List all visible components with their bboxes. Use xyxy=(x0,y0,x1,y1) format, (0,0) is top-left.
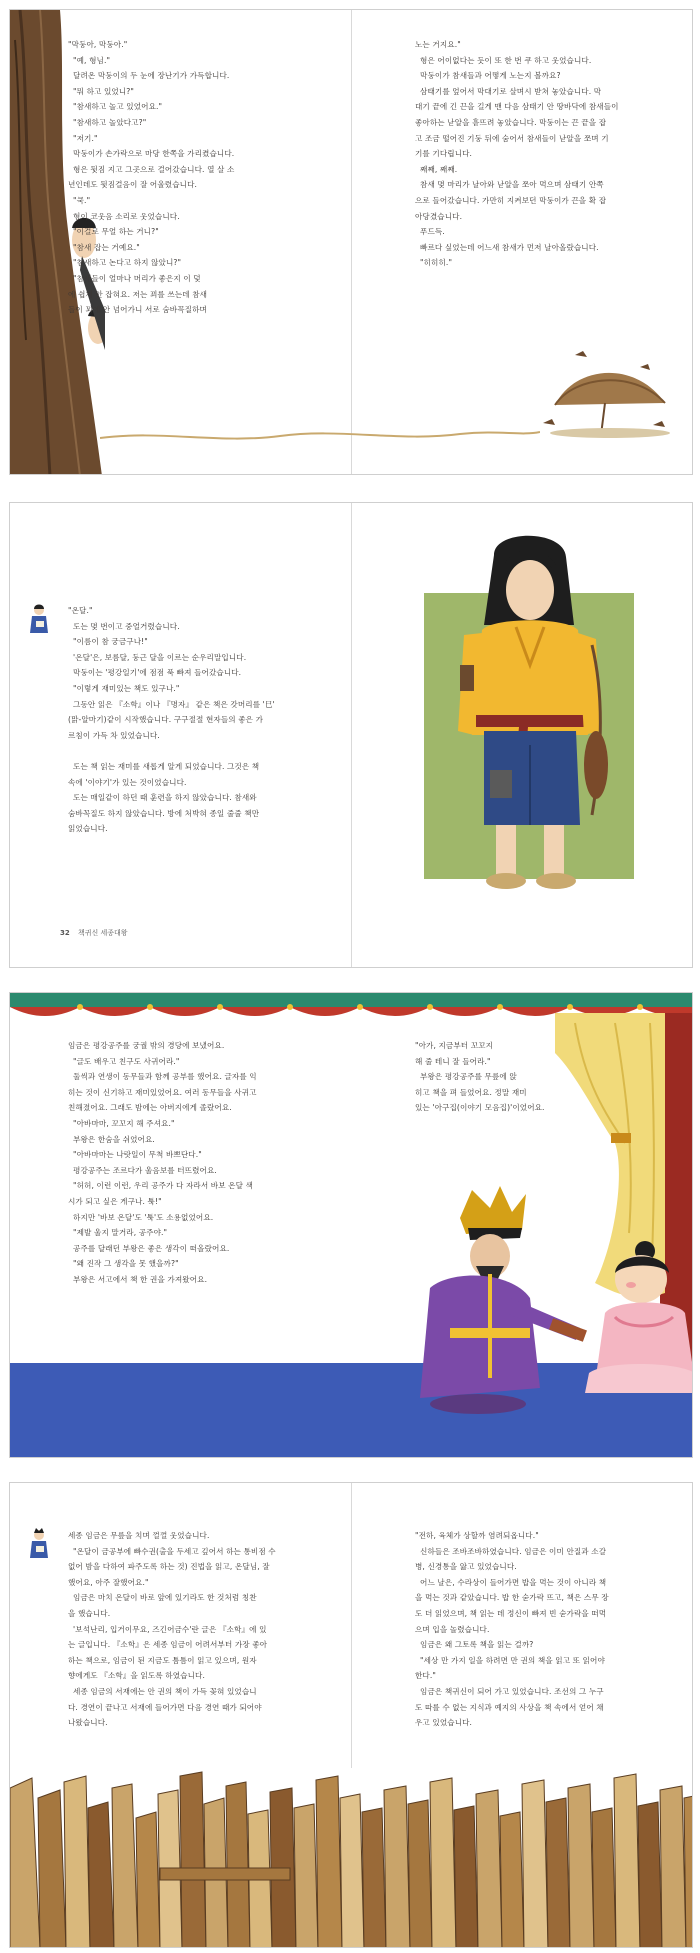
small-king-reading-illustration xyxy=(28,1528,50,1562)
book-spread-4 xyxy=(9,1482,693,1948)
basket-trap-illustration xyxy=(535,345,685,440)
page-folio xyxy=(60,928,128,938)
page-text-right: 노는 거지요." 형은 어이없다는 듯이 또 한 번 쿠 하고 웃었습니다. 막둥이가 참새들과 어떻게 노는지 볼까요? 삼태기를 엎어서 막대기로 살며시 받쳐 놓았습니다. 막 대기 끝에 긴 끈을 길게 맨 다음 삼태기 안 땅바닥에 참새들이 좋아하는 낟알을 흩뜨려 놓았습니다. 막둥이는 끈 끝을 잡 고 조금 떨어진 기둥 뒤에 숨어서 참새들이 낟알을 쪼며 기 기를 기다립니다. 째째, 째째. 참새 몇 마리가 날아와 낟알을 쪼아 먹으며 삼태기 안쪽 으로 들어갔습니다. 가만히 지켜보던 막둥이가 끈을 확 잡 아당겼습니다. 푸드득. 빠르다 싶었는데 어느새 참새가 먼저 날아올랐습니다. "히히히." xyxy=(415,40,619,268)
page-text-left: "막둥아, 막둥아." "예, 형님." 달려온 막둥이의 두 눈에 장난기가 가득합니다. "뭐 하고 있었니?" "참새하고 놀고 있었어요." "참새하고 놀았다고?" "저기." 막둥이가 손가락으로 마당 한쪽을 가리켰습니다. 형은 뒷짐 지고 그곳으로 걸어갔습니다. 열 살 소 년인데도 뒷짐걸음이 잘 어울렸습니다. "쿡." 형이 코웃음 소리로 웃었습니다. "이걸로 무얼 하는 거니?" "참새 잡는 거예요." "참새하고 논다고 하지 않았니?" "참새들이 얼마나 머리가 좋은지 이 덫 에 쉽게 안 잡혀요. 저는 꾀를 쓰는데 참새 들이 꾀에 안 넘어가니 서로 숨바꼭질하며 xyxy=(68,40,235,315)
page-text-left: 임금은 평강공주를 궁궐 밖의 경당에 보냈어요. "글도 배우고 친구도 사귀어라." 둘씩과 연생이 동무들과 함께 공부를 했어요. 글자를 익 히는 것이 신기하고 재미있었어요. 여러 동무들을 사귀고 친해졌어요. 그래도 밤에는 아버지에게 졸랐어요. "아바마마, 꼬꼬지 해 주셔요." 부왕은 한숨을 쉬었어요. "아바마마는 나랏일이 무척 바쁘단다." 평강공주는 조르다가 울음보를 터뜨렸어요. "허허, 이런 이런, 우리 공주가 다 자라서 바보 온달 색 시가 되고 싶은 게구나. 툭!" 하지만 '바보 온달'도 '툭'도 소용없었어요. "제발 울지 말거라, 공주야." 공주를 달래던 부왕은 좋은 생각이 떠올랐어요. "왜 진작 그 생각을 못 했을까?" 부왕은 서고에서 책 한 권을 가져왔어요. xyxy=(68,1041,257,1284)
page-gutter xyxy=(351,503,352,967)
bookshelf-illustration xyxy=(10,1768,693,1948)
book-spread-3 xyxy=(9,992,693,1458)
small-boy-reading-illustration xyxy=(28,603,50,637)
page-number: 32 xyxy=(60,929,70,937)
page-gutter xyxy=(351,10,352,474)
boy-standing-illustration xyxy=(424,535,634,915)
book-spread-2 xyxy=(9,502,693,968)
book-spread-1 xyxy=(9,9,693,475)
page-text-left: 세종 임금은 무릎을 치며 껄껄 웃었습니다. "온달이 금공부에 빠수권(출을 두세고 깊어서 하는 통비점 수 없어 밤을 다하여 파주도록 하는 것) 진법을 읽고, 온달님, 잘 했어요, 아주 잘했어요." 임금은 마치 온달이 바로 앞에 있기라도 한 것처럼 칭찬 을 했습니다. '보석난리, 입거이무요, 즈긴어금수'란 글은 『소학』에 있 는 글입니다. 『소학』은 세종 임금이 어려서부터 가장 좋아 하는 책으로, 임금이 된 지금도 틈틈이 읽고 있으며, 원자 향에게도 『소학』을 읽도록 하였습니다. 세종 임금의 서재에는 안 권의 책이 가득 꽂혀 있었습니 다. 경연이 끝나고 서재에 들어가면 다음 경연 때가 되어야 나왔습니다. xyxy=(68,1531,276,1728)
page-text-left: "온달." 도는 몇 번이고 중얼거렸습니다. "이름이 참 궁금구나!" '온달'은, 보름달, 둥근 달을 이르는 순우리말입니다. 막둥이는 '평강일기'에 점점 푹 빠져 들어갔습니다. "이렇게 재미있는 책도 있구나." 그동안 읽은 『소학』이나 『명자』 같은 책은 갓머리를 '巳' (맑-알마기)같이 시작했습니다. 구구절절 현자들의 좋은 가 르침이 가득 차 있었습니다. 도는 책 읽는 재미를 새롭게 알게 되었습니다. 그것은 책 속에 '이야기'가 있는 것이었습니다. 도는 매일같이 하던 때 훈련을 하지 않았습니다. 참새와 숨바꼭질도 하지 않았습니다. 방에 처박혀 종일 줄줄 책만 읽었습니다. xyxy=(68,606,275,834)
princess-listening-illustration xyxy=(585,1233,693,1393)
page-text-right: "아가, 지금부터 꼬꼬지 해 줄 테니 잘 들어라." 부왕은 평강공주를 무릎에 앉 히고 책을 펴 들었어요. 정말 재미 있는 '아구집(이야기 모음집)'이었어요. xyxy=(415,1041,545,1113)
king-bowing-illustration xyxy=(390,1178,600,1418)
page-text-right: "전하, 육체가 상할까 염려되옵니다." 신하들은 조바조바하였습니다. 임금은 이미 안질과 소갈 병, 신경통을 앓고 있었습니다. 어느 날은, 수라상이 들어가면 밥을 먹는 것이 아니라 책 을 먹는 것과 같았습니다. 밥 한 숟가락 뜨고, 책은 스무 장 도 더 읽었으며, 책 읽는 데 정신이 빠져 빈 숟가락을 떠먹 으며 입을 놀렸습니다. 임금은 왜 그토록 책을 읽는 걸까? "세상 만 가지 일을 하려면 만 권의 책을 읽고 또 읽어야 한다." 임금은 책귀신이 되어 가고 있었습니다. 조선의 그 누구 도 따를 수 없는 지식과 예지의 사상을 책 속에서 얻어 채 우고 있었습니다. xyxy=(415,1531,609,1728)
string-line-illustration xyxy=(100,420,540,450)
running-title: 책귀신 세종대왕 xyxy=(77,929,128,937)
